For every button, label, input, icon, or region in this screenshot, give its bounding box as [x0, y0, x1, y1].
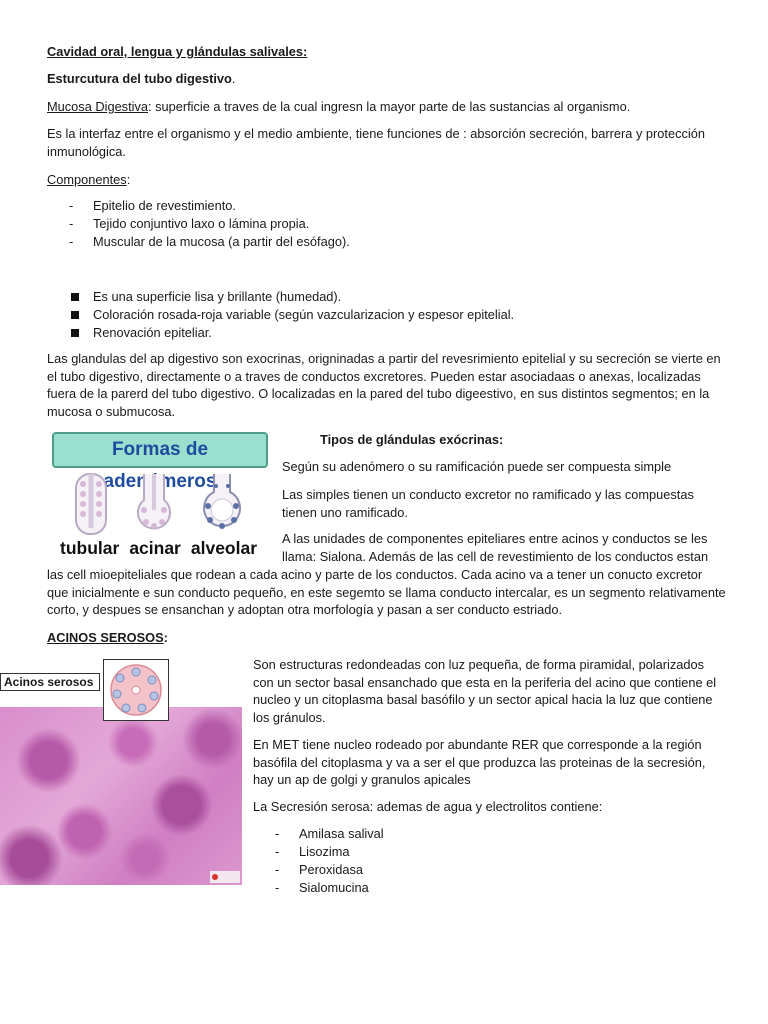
tipos-paragraph-3a: A las unidades de componentes epiteliares entre acinos y conductos se les llama: Sialona. Además de las cell de revestimiento de los conductos estan — [282, 531, 709, 564]
list-item: - Lisozima — [275, 844, 350, 859]
tipos-paragraph-1: Según su adenómero o su ramificación puede ser compuesta simple — [282, 459, 672, 474]
mucosa-label: Mucosa Digestiva — [47, 99, 148, 114]
secretion-list — [253, 825, 653, 897]
acinos-paragraph-2: En MET tiene nucleo rodeado por abundante RER que corresponde a la región basófila del citoplasma y va a ser el que produzca las proteinas de la secresión, hay un ap de golgi y granulos apicales — [253, 737, 706, 788]
list-item: - Muscular de la mucosa (a partir del esófago). — [69, 234, 350, 249]
acinos-paragraph-1: Son estructuras redondeadas con luz pequeña, de forma piramidal, polarizados con un sector basal ensanchado que esta en la periferia del acino que contiene el nucleo y un citoplasma basal basófilo y un sector apical hacia la luz que contiene los gránulos. — [253, 657, 717, 725]
componentes-list — [47, 197, 647, 251]
square-bullet-icon — [71, 311, 79, 319]
tipos-heading: Tipos de glándulas exócrinas: — [320, 432, 504, 447]
histology-image — [0, 707, 242, 885]
tipos-paragraph-3b: las cell mioepiteliales que rodean a cada acino y parte de los conductos. Cada acino va a tener un conucto excretor que inicialmente e sun conducto pequeño, en este segemto se llama conducto intercalar, es un segmento relativamente corto, y despues se ensanchan y adoptan otra morfología y pasan a ser conducto estriado. — [47, 567, 726, 618]
list-item: - Amilasa salival — [275, 826, 384, 841]
list-item: - Sialomucina — [275, 880, 369, 895]
acinos-paragraph-3: La Secresión serosa: ademas de agua y electrolitos contiene: — [253, 799, 603, 814]
square-bullet-icon — [71, 293, 79, 301]
list-item: - Tejido conjuntivo laxo o lámina propia. — [69, 216, 310, 231]
adenomeros-diagram-icon — [46, 470, 272, 538]
acinos-figure — [0, 637, 245, 885]
acino-callout — [103, 659, 169, 721]
list-item: Es una superficie lisa y brillante (humedad). — [47, 288, 687, 306]
structure-heading: Esturcutura del tubo digestivo. — [47, 71, 236, 86]
tipos-paragraph-2: Las simples tienen un conducto excretor no ramificado y las compuestas tienen uno ramificado. — [282, 487, 694, 520]
glandulas-paragraph: Las glandulas del ap digestivo son exocrinas, origninadas a partir del revesrimiento epitelial y su secreción se vierte en el tubo digestivo, directamente o a traves de conductos excretores. Pueden estar asociadaas o anexas, localizadas fuera de la parerd del tubo digestivo. O localizadas en la pared del tubo digeestivo, en sus distintos segmentos; en la mucosa o submucosa. — [47, 351, 721, 419]
acino-schematic-icon — [104, 660, 168, 720]
adenomeros-labels — [60, 538, 272, 558]
structure-heading-text: Esturcutura del tubo digestivo — [47, 71, 232, 86]
mucosa-paragraph: Mucosa Digestiva: superficie a traves de la cual ingresn la mayor parte de las sustancias al organismo. — [47, 99, 631, 114]
interfaz-paragraph: Es la interfaz entre el organismo y el medio ambiente, tiene funciones de : absorción secreción, barrera y protección inmunológica. — [47, 126, 705, 159]
properties-list — [47, 288, 687, 342]
list-item: Renovación epiteliar. — [47, 324, 687, 342]
label-alveolar: alveolar — [190, 538, 258, 558]
label-acinar: acinar — [129, 538, 181, 558]
componentes-heading: Componentes: — [47, 172, 131, 187]
label-tubular: tubular — [60, 538, 120, 558]
square-bullet-icon — [71, 329, 79, 337]
adenomeros-figure — [46, 430, 272, 560]
list-item: - Epitelio de revestimiento. — [69, 198, 236, 213]
logo-icon — [210, 871, 240, 883]
acinos-heading: ACINOS SEROSOS: — [47, 630, 168, 645]
list-item: Coloración rosada-roja variable (según vazcularizacion y espesor epitelial. — [47, 306, 687, 324]
acinos-figure-label: Acinos serosos — [0, 673, 100, 691]
list-item: - Peroxidasa — [275, 862, 364, 877]
document-heading: Cavidad oral, lengua y glándulas salivales: — [47, 44, 308, 59]
adenomeros-figure-title: Formas de — [52, 432, 268, 468]
